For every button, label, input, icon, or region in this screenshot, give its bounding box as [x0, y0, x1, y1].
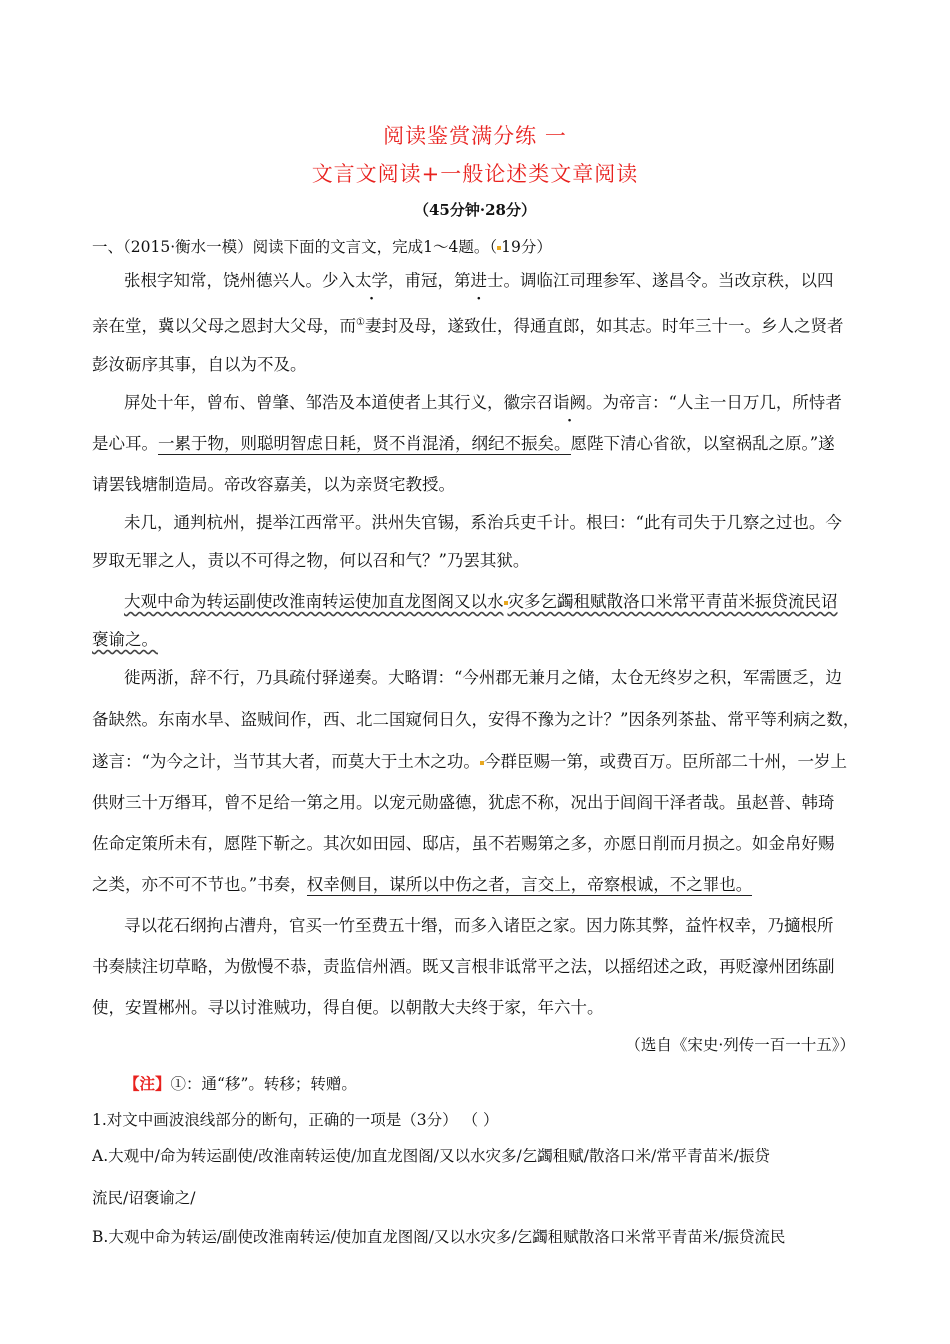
wavy-underlined-text: 褒谕之。 [92, 630, 158, 649]
paragraph-5-line-6: 之类，亦不可不节也。”书奏，权幸侧目，谋所以中伤之者，言交上，帝察根诚，不之罪也。 [92, 875, 753, 894]
dotted-word: 第进士 [454, 271, 504, 290]
paragraph-4-line-2 [92, 629, 862, 651]
page-title: 阅读鉴赏满分练 一 [383, 124, 567, 148]
footnote-marker: ① [356, 317, 365, 328]
paragraph-2-line-3: 请罢钱塘制造局。帝改容嘉美，以为亲贤宅教授。 [92, 475, 455, 494]
question-1: 1.对文中画波浪线部分的断句，正确的一项是（3分） （ ） [92, 1111, 499, 1129]
wavy-underlined-text: 灾多乞蠲租赋散洛口米常平青苗米振贷流民诏 [507, 592, 838, 611]
paragraph-3-line-2: 罗取无罪之人，责以不可得之物，何以召和气？”乃罢其狱。 [92, 551, 530, 570]
paragraph-2-line-2: 是心耳。一累于物，则聪明智虑日耗，贤不肖混淆，纲纪不振矣。愿陛下清心省欲，以窒祸乱之原。”遂 [92, 434, 835, 453]
underlined-sentence: 一累于物，则聪明智虑日耗，贤不肖混淆，纲纪不振矣。 [158, 434, 571, 453]
underlined-sentence: 权幸侧目，谋所以中伤之者，言交上，帝察根诚，不之罪也。 [306, 875, 753, 894]
paragraph-5-line-3: 遂言：“为今之计，当节其大者，而莫大于土木之功。 今群臣赐一第，或费百万。臣所部二十州，一岁上 [92, 752, 847, 771]
paragraph-5-line-4: 供财三十万缗耳，曾不足给一第之用。以宠元勋盛德，犹虑不称，况出于闾阎干泽者哉。虽赵普、韩琦 [92, 793, 835, 812]
paragraph-2-line-1: 屏处十年，曾布、曾肇、邹浩及本道使者上其行义，徽宗召诣阙。为帝言：“人主一日万几，所恃者 [124, 393, 842, 412]
section-heading: 一、（2015·衡水一模）阅读下面的文言文，完成1～4题。（ 19分） [92, 238, 552, 256]
paragraph-4-line-1 [124, 591, 894, 613]
paragraph-6-line-3: 使，安置郴州。寻以讨淮贼功，得自便。以朝散大夫终于家，年六十。 [92, 998, 604, 1017]
paragraph-5-line-2: 备缺然。东南水旱、盗贼间作，西、北二国窥伺日久，安得不豫为之计？”因条列茶盐、常平等利病之数， [92, 710, 860, 729]
paragraph-1-line-3: 彭汝砺序其事，自以为不及。 [92, 355, 307, 374]
page-subtitle: 文言文阅读+一般论述类文章阅读 [311, 162, 639, 186]
paragraph-3-line-1: 未几，通判杭州，提举江西常平。洪州失官锡，系治兵吏千计。根曰：“此有司失于几察之过也。今 [124, 513, 842, 532]
paragraph-5-line-5: 佐命定策所未有，愿陛下靳之。其次如田园、邸店，虽不若赐第之多，亦愿日削而月损之。如金帛好赐 [92, 834, 835, 853]
paragraph-1-line-2: 亲在堂，冀以父母之恩封大父母，而①妻封及母，遂致仕，得通直郎，如其志。时年三十一。乡人之贤者 [92, 316, 844, 336]
annotation-note: 【注】①：通“移”。转移；转赠。 [124, 1074, 357, 1093]
dotted-word: 太学 [355, 271, 388, 290]
paragraph-5-line-1: 徙两浙，辞不行，乃具疏付驿递奏。大略谓：“今州郡无兼月之储，太仓无终岁之积，军需匮乏，边 [124, 668, 842, 687]
paragraph-1-line-1: 张根字知常，饶州德兴人。少入太学，甫冠，第进士。调临江司理参军、遂昌令。当改京秩，以四 [124, 271, 834, 290]
paragraph-6-line-1: 寻以花石纲拘占漕舟，官买一竹至费五十缗，而多入诸臣之家。因力陈其弊，益忤权幸，乃擿根所 [124, 916, 834, 935]
note-tag: 【注】 [124, 1074, 171, 1093]
dotted-word: 诣阙 [553, 393, 586, 412]
time-score-label: （45分钟·28分） [414, 201, 536, 219]
option-a-line-1: A.大观中/命为转运副使/改淮南转运使/加直龙图阁/又以水灾多/乞蠲租赋/散洛口米/常平青苗米/振贷 [92, 1147, 770, 1165]
source-citation: （选自《宋史·列传一百一十五》） [625, 1036, 855, 1054]
option-b-line-1: B.大观中命为转运/副使改淮南转运/使加直龙图阁/又以水灾多/乞蠲租赋散洛口米常平青苗米/振贷流民 [92, 1228, 786, 1246]
wavy-underlined-text: 大观中命为转运副使改淮南转运使加直龙图阁又以水 [124, 592, 504, 611]
option-a-line-2: 流民/诏褒谕之/ [92, 1189, 196, 1207]
paragraph-6-line-2: 书奏牍注切草略，为傲慢不恭，责监信州酒。既又言根非诋常平之法，以摇绍述之政，再贬濠州团练副 [92, 957, 835, 976]
